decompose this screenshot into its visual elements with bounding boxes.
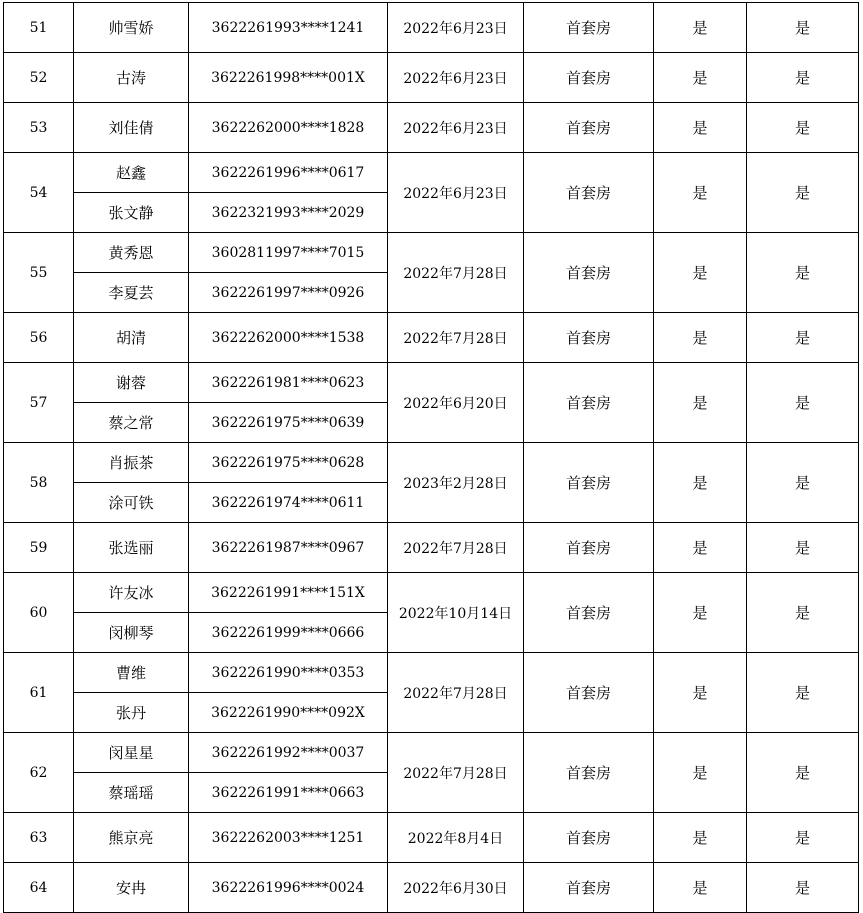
id-number: 3622261981****0623 (189, 363, 388, 403)
id-number: 3622261996****0024 (189, 863, 388, 913)
housing-type: 首套房 (524, 863, 654, 913)
check-value-2: 是 (747, 573, 859, 653)
applicant-name: 熊京亮 (74, 813, 189, 863)
applicant-name: 许友冰 (74, 573, 189, 613)
housing-type: 首套房 (524, 733, 654, 813)
check-value-2: 是 (747, 813, 859, 863)
table-row (4, 153, 859, 193)
check-value-1: 是 (654, 523, 747, 573)
applicant-name: 谢蓉 (74, 363, 189, 403)
row-number: 57 (4, 363, 74, 443)
id-number: 3622261975****0628 (189, 443, 388, 483)
check-value-2: 是 (747, 523, 859, 573)
table-body (4, 3, 859, 913)
table-row (4, 813, 859, 863)
check-value-2: 是 (747, 733, 859, 813)
row-number: 51 (4, 3, 74, 53)
applicant-name: 古涛 (74, 53, 189, 103)
applicant-name: 李夏芸 (74, 273, 189, 313)
id-number: 3602811997****7015 (189, 233, 388, 273)
row-number: 56 (4, 313, 74, 363)
check-value-1: 是 (654, 443, 747, 523)
row-number: 53 (4, 103, 74, 153)
applicant-name: 曹维 (74, 653, 189, 693)
id-number: 3622262000****1538 (189, 313, 388, 363)
housing-type: 首套房 (524, 233, 654, 313)
purchase-date: 2023年2月28日 (388, 443, 524, 523)
check-value-1: 是 (654, 813, 747, 863)
row-number: 60 (4, 573, 74, 653)
id-number: 3622261990****092X (189, 693, 388, 733)
housing-type: 首套房 (524, 53, 654, 103)
id-number: 3622261975****0639 (189, 403, 388, 443)
check-value-1: 是 (654, 363, 747, 443)
id-number: 3622261998****001X (189, 53, 388, 103)
applicant-name: 蔡之常 (74, 403, 189, 443)
row-number: 52 (4, 53, 74, 103)
table-row (4, 313, 859, 363)
purchase-date: 2022年7月28日 (388, 523, 524, 573)
purchase-date: 2022年6月23日 (388, 103, 524, 153)
check-value-2: 是 (747, 53, 859, 103)
table-row (4, 863, 859, 913)
check-value-1: 是 (654, 863, 747, 913)
purchase-date: 2022年6月20日 (388, 363, 524, 443)
housing-type: 首套房 (524, 573, 654, 653)
applicant-name: 张丹 (74, 693, 189, 733)
check-value-2: 是 (747, 313, 859, 363)
housing-type: 首套房 (524, 523, 654, 573)
purchase-date: 2022年7月28日 (388, 313, 524, 363)
check-value-1: 是 (654, 573, 747, 653)
check-value-2: 是 (747, 863, 859, 913)
housing-type: 首套房 (524, 103, 654, 153)
id-number: 3622261993****1241 (189, 3, 388, 53)
table-row (4, 733, 859, 773)
row-number: 58 (4, 443, 74, 523)
check-value-1: 是 (654, 53, 747, 103)
row-number: 61 (4, 653, 74, 733)
housing-type: 首套房 (524, 363, 654, 443)
purchase-date: 2022年8月4日 (388, 813, 524, 863)
row-number: 54 (4, 153, 74, 233)
applicant-name: 蔡瑶瑶 (74, 773, 189, 813)
id-number: 3622261974****0611 (189, 483, 388, 523)
applicant-name: 安冉 (74, 863, 189, 913)
housing-type: 首套房 (524, 313, 654, 363)
check-value-2: 是 (747, 653, 859, 733)
applicant-name: 胡清 (74, 313, 189, 363)
applicant-name: 张选丽 (74, 523, 189, 573)
row-number: 55 (4, 233, 74, 313)
check-value-1: 是 (654, 653, 747, 733)
check-value-2: 是 (747, 103, 859, 153)
applicant-name: 赵鑫 (74, 153, 189, 193)
table-row (4, 233, 859, 273)
id-number: 3622261992****0037 (189, 733, 388, 773)
applicant-name: 涂可铁 (74, 483, 189, 523)
id-number: 3622261996****0617 (189, 153, 388, 193)
check-value-1: 是 (654, 733, 747, 813)
check-value-2: 是 (747, 233, 859, 313)
check-value-1: 是 (654, 103, 747, 153)
check-value-2: 是 (747, 3, 859, 53)
row-number: 59 (4, 523, 74, 573)
table-row (4, 103, 859, 153)
purchase-date: 2022年10月14日 (388, 573, 524, 653)
table-row (4, 53, 859, 103)
purchase-date: 2022年6月23日 (388, 3, 524, 53)
row-number: 62 (4, 733, 74, 813)
applicant-name: 黄秀恩 (74, 233, 189, 273)
id-number: 3622261990****0353 (189, 653, 388, 693)
purchase-date: 2022年6月23日 (388, 153, 524, 233)
applicant-name: 张文静 (74, 193, 189, 233)
id-number: 3622261991****0663 (189, 773, 388, 813)
housing-type: 首套房 (524, 443, 654, 523)
check-value-1: 是 (654, 233, 747, 313)
table-row (4, 523, 859, 573)
applicant-name: 闵柳琴 (74, 613, 189, 653)
purchase-date: 2022年6月23日 (388, 53, 524, 103)
table-row (4, 3, 859, 53)
housing-type: 首套房 (524, 153, 654, 233)
table-row (4, 443, 859, 483)
housing-type: 首套房 (524, 813, 654, 863)
purchase-date: 2022年6月30日 (388, 863, 524, 913)
id-number: 3622262000****1828 (189, 103, 388, 153)
check-value-2: 是 (747, 443, 859, 523)
check-value-1: 是 (654, 313, 747, 363)
check-value-2: 是 (747, 363, 859, 443)
id-number: 3622261987****0967 (189, 523, 388, 573)
applicant-name: 刘佳倩 (74, 103, 189, 153)
purchase-date: 2022年7月28日 (388, 233, 524, 313)
applicant-name: 肖振茶 (74, 443, 189, 483)
id-number: 3622321993****2029 (189, 193, 388, 233)
table-row (4, 653, 859, 693)
id-number: 3622261997****0926 (189, 273, 388, 313)
check-value-2: 是 (747, 153, 859, 233)
check-value-1: 是 (654, 153, 747, 233)
table-row (4, 363, 859, 403)
applicant-name: 闵星星 (74, 733, 189, 773)
row-number: 64 (4, 863, 74, 913)
row-number: 63 (4, 813, 74, 863)
housing-type: 首套房 (524, 653, 654, 733)
table-row (4, 573, 859, 613)
housing-type: 首套房 (524, 3, 654, 53)
purchase-date: 2022年7月28日 (388, 653, 524, 733)
check-value-1: 是 (654, 3, 747, 53)
id-number: 3622262003****1251 (189, 813, 388, 863)
applicant-name: 帅雪娇 (74, 3, 189, 53)
id-number: 3622261991****151X (189, 573, 388, 613)
applicant-table (3, 2, 859, 913)
id-number: 3622261999****0666 (189, 613, 388, 653)
purchase-date: 2022年7月28日 (388, 733, 524, 813)
